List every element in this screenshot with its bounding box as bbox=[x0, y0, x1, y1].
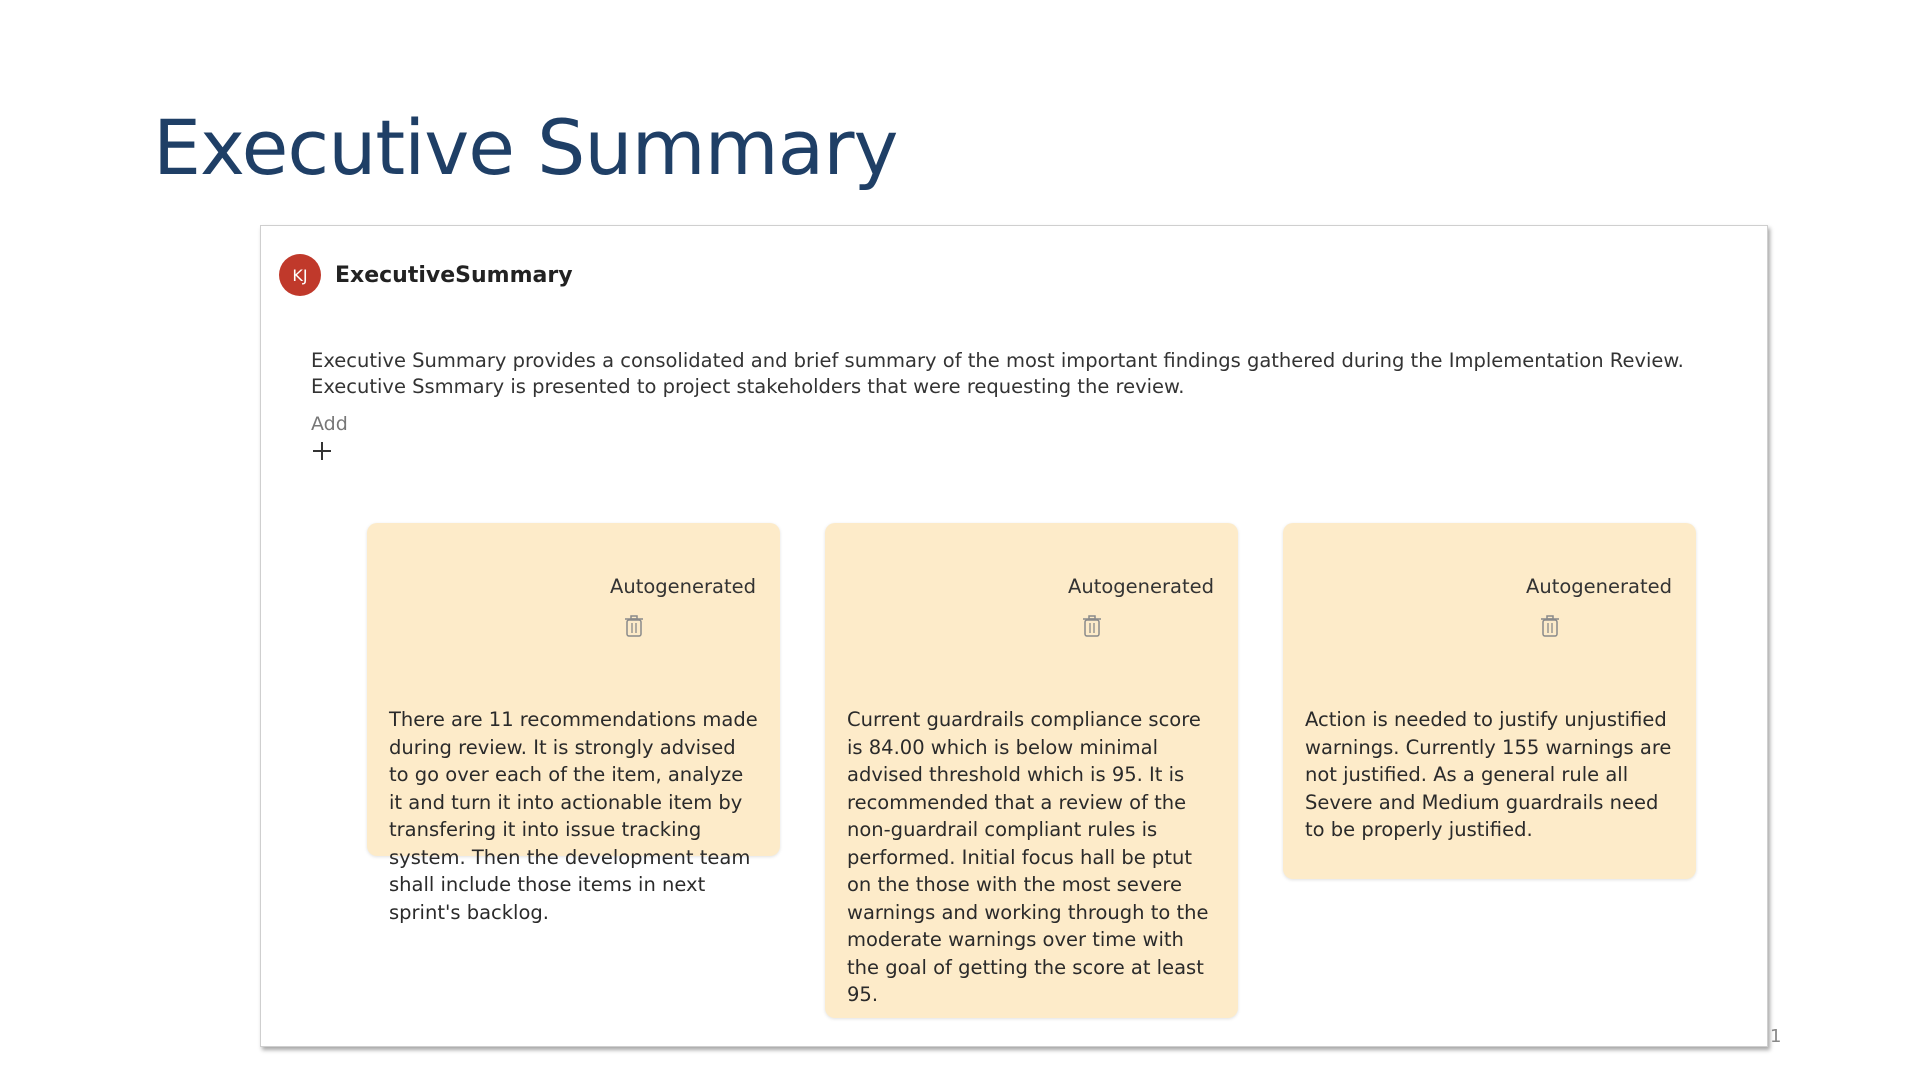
delete-button[interactable] bbox=[1539, 615, 1561, 639]
panel-title: ExecutiveSummary bbox=[335, 262, 573, 288]
panel-header bbox=[279, 254, 573, 296]
card-label: Autogenerated bbox=[1068, 575, 1214, 598]
delete-button[interactable] bbox=[1081, 615, 1103, 639]
summary-card bbox=[367, 523, 780, 924]
summary-card bbox=[825, 523, 1238, 1018]
card-label: Autogenerated bbox=[1526, 575, 1672, 598]
slide-title: Executive Summary bbox=[153, 103, 898, 192]
add-button[interactable] bbox=[308, 439, 336, 467]
panel-description: Executive Summary provides a consolidated and brief summary of the most important findings gathered during the Implementation Review. Executive Ssmmary is presented to project stakeholders that were requesting the review. bbox=[311, 349, 1684, 398]
delete-button[interactable] bbox=[623, 615, 645, 639]
trash-icon bbox=[1540, 615, 1560, 637]
add-label: Add bbox=[311, 413, 348, 435]
card-text: Action is needed to justify unjustified warnings. Currently 155 warnings are not justified. As a general rule all Severe and Medium guardrails need to be properly justified. bbox=[1305, 708, 1672, 841]
card-text: There are 11 recommendations made during review. It is strongly advised to go over each of the item, analyze it and turn it into actionable item by transfering it into issue tracking system. Then the development team shall include those items in next sprint's backlog. bbox=[389, 708, 758, 924]
card-text: Current guardrails compliance score is 84.00 which is below minimal advised threshold which is 95. It is recommended that a review of the non-guardrail compliant rules is performed. Initial focus hall be ptut on the those with the most severe warnings and working through to the moderate warnings over time with the goal of getting the score at least 95. bbox=[847, 708, 1209, 1006]
trash-icon bbox=[624, 615, 644, 637]
card-label: Autogenerated bbox=[610, 575, 756, 598]
summary-card bbox=[1283, 523, 1696, 879]
trash-icon bbox=[1082, 615, 1102, 637]
plus-icon bbox=[310, 439, 334, 463]
page-number: 1 bbox=[1770, 1026, 1782, 1047]
executive-summary-panel bbox=[260, 225, 1768, 1047]
avatar[interactable]: KJ bbox=[279, 254, 321, 296]
